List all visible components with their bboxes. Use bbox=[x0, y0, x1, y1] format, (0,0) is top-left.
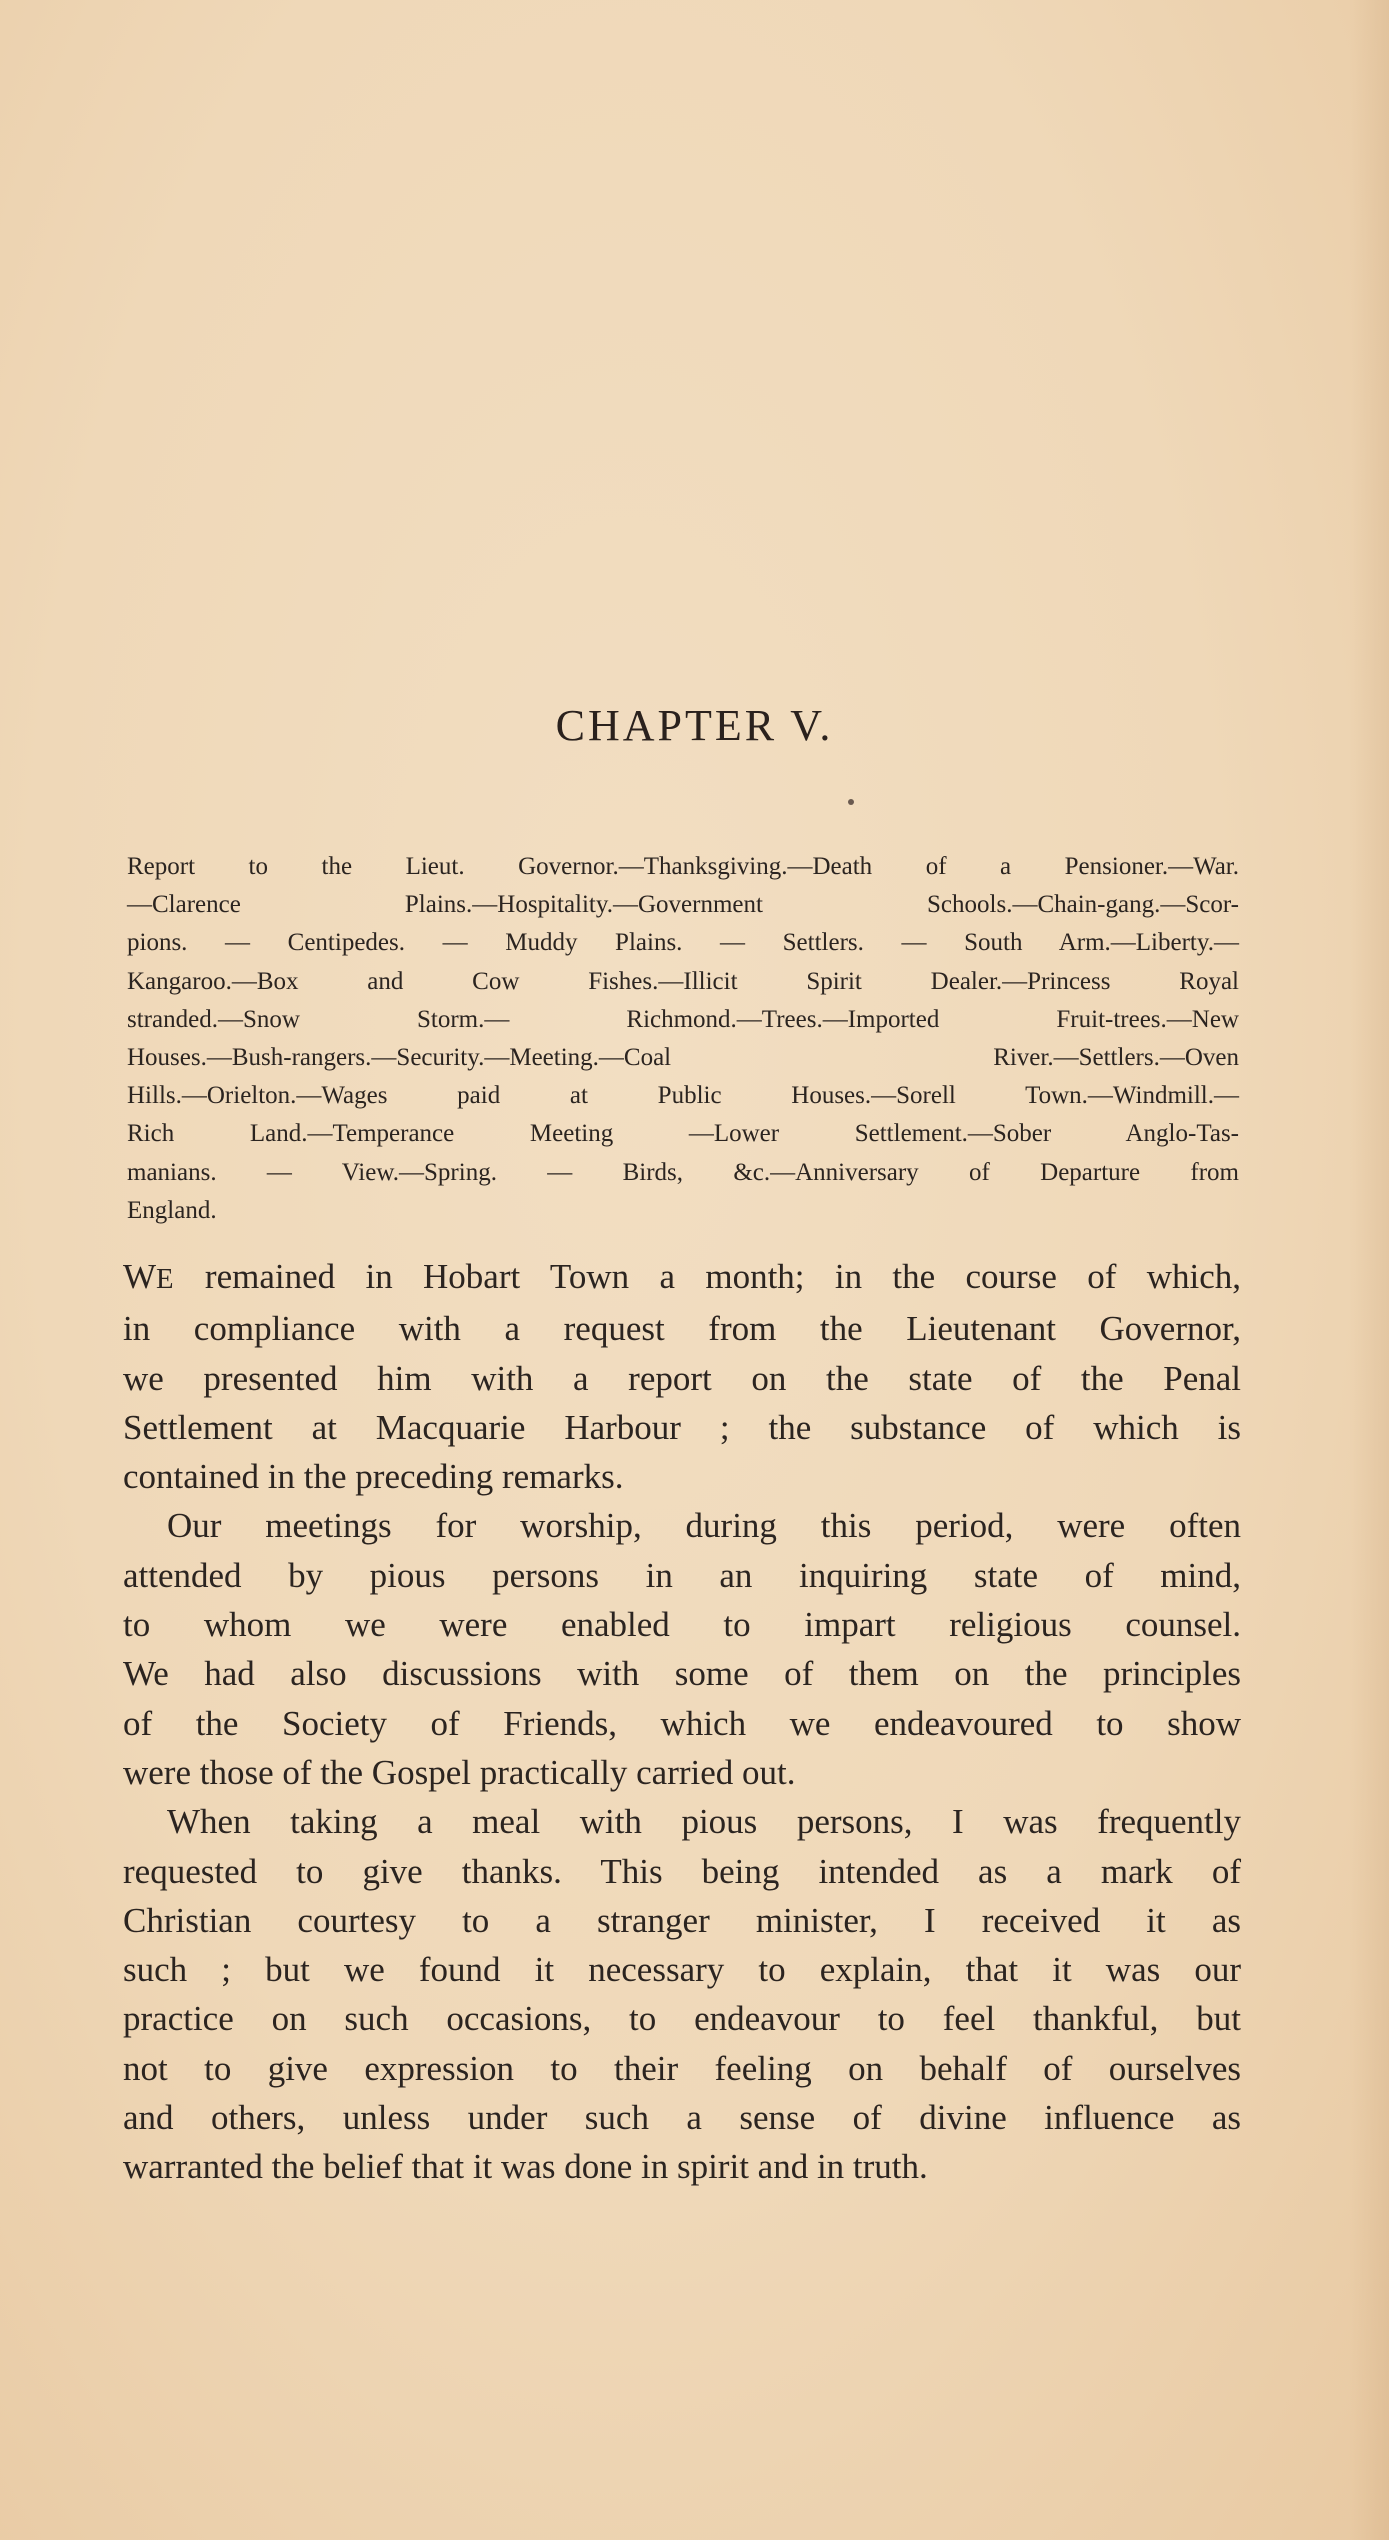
synopsis-line: Report to the Lieut. Governor.—Thanksgiving.—Death of a Pensioner.—War. bbox=[127, 853, 1239, 880]
paragraph-line: contained in the preceding remarks. bbox=[123, 1457, 624, 1497]
paragraph-line: requested to give thanks. This being intended as a mark of bbox=[123, 1851, 1241, 1891]
chapter-synopsis bbox=[127, 848, 1239, 1230]
synopsis-line: stranded.—Snow Storm.— Richmond.—Trees.—Imported Fruit-trees.—New bbox=[127, 1005, 1239, 1033]
smallcap-letter: E bbox=[156, 1263, 175, 1295]
paragraph-line: warranted the belief that it was done in spirit and in truth. bbox=[123, 2147, 928, 2187]
paragraph-line: in compliance with a request from the Lieutenant Governor, bbox=[123, 1309, 1241, 1349]
page-edge-shadow bbox=[1349, 0, 1389, 2540]
paragraph-line-text: remained in Hobart Town a month; in the course of which, bbox=[174, 1257, 1241, 1296]
synopsis-line: —Clarence Plains.—Hospitality.—Government Schools.—Chain-gang.—Scor- bbox=[127, 891, 1239, 919]
paragraph-line: to whom we were enabled to impart religious counsel. bbox=[123, 1605, 1241, 1645]
paragraph-line: Settlement at Macquarie Harbour ; the substance of which is bbox=[123, 1407, 1241, 1447]
printer-dot bbox=[848, 799, 854, 805]
paragraph-line: we presented him with a report on the state of the Penal bbox=[123, 1358, 1241, 1398]
paragraph-line: not to give expression to their feeling on behalf of ourselves bbox=[123, 2048, 1241, 2088]
paragraph-line: We had also discussions with some of them on the principles bbox=[123, 1654, 1241, 1694]
synopsis-line: pions. — Centipedes. — Muddy Plains. — Settlers. — South Arm.—Liberty.— bbox=[127, 929, 1239, 957]
paragraph-line: and others, unless under such a sense of divine influence as bbox=[123, 2098, 1241, 2138]
synopsis-line: Rich Land.—Temperance Meeting —Lower Settlement.—Sober Anglo-Tas- bbox=[127, 1120, 1239, 1148]
paragraph-1 bbox=[123, 1252, 1241, 1501]
paragraph-line: attended by pious persons in an inquiring state of mind, bbox=[123, 1555, 1241, 1595]
paragraph-line: Our meetings for worship, during this period, were often bbox=[167, 1506, 1241, 1546]
paragraph-line: such ; but we found it necessary to explain, that it was our bbox=[123, 1950, 1241, 1990]
synopsis-line: England. bbox=[127, 1196, 217, 1224]
synopsis-line: Houses.—Bush-rangers.—Security.—Meeting.—Coal River.—Settlers.—Oven bbox=[127, 1044, 1239, 1072]
paragraph-line: were those of the Gospel practically carried out. bbox=[123, 1752, 796, 1792]
synopsis-line: Kangaroo.—Box and Cow Fishes.—Illicit Spirit Dealer.—Princess Royal bbox=[127, 967, 1239, 995]
paragraph-3 bbox=[123, 1797, 1241, 2191]
synopsis-line: manians. — View.—Spring. — Birds, &c.—Anniversary of Departure from bbox=[127, 1158, 1239, 1186]
body-text bbox=[123, 1252, 1241, 2192]
paragraph-line: of the Society of Friends, which we endeavoured to show bbox=[123, 1703, 1241, 1743]
paragraph-line: Christian courtesy to a stranger minister, I received it as bbox=[123, 1900, 1241, 1940]
chapter-title: CHAPTER V. bbox=[555, 701, 834, 750]
paragraph-2 bbox=[123, 1501, 1241, 1797]
dropcap-letter: W bbox=[123, 1257, 157, 1296]
paragraph-line bbox=[123, 1252, 1241, 1304]
paragraph-line: When taking a meal with pious persons, I was frequently bbox=[167, 1802, 1241, 1842]
synopsis-line: Hills.—Orielton.—Wages paid at Public Houses.—Sorell Town.—Windmill.— bbox=[127, 1082, 1239, 1110]
paragraph-line: practice on such occasions, to endeavour to feel thankful, but bbox=[123, 1999, 1241, 2039]
